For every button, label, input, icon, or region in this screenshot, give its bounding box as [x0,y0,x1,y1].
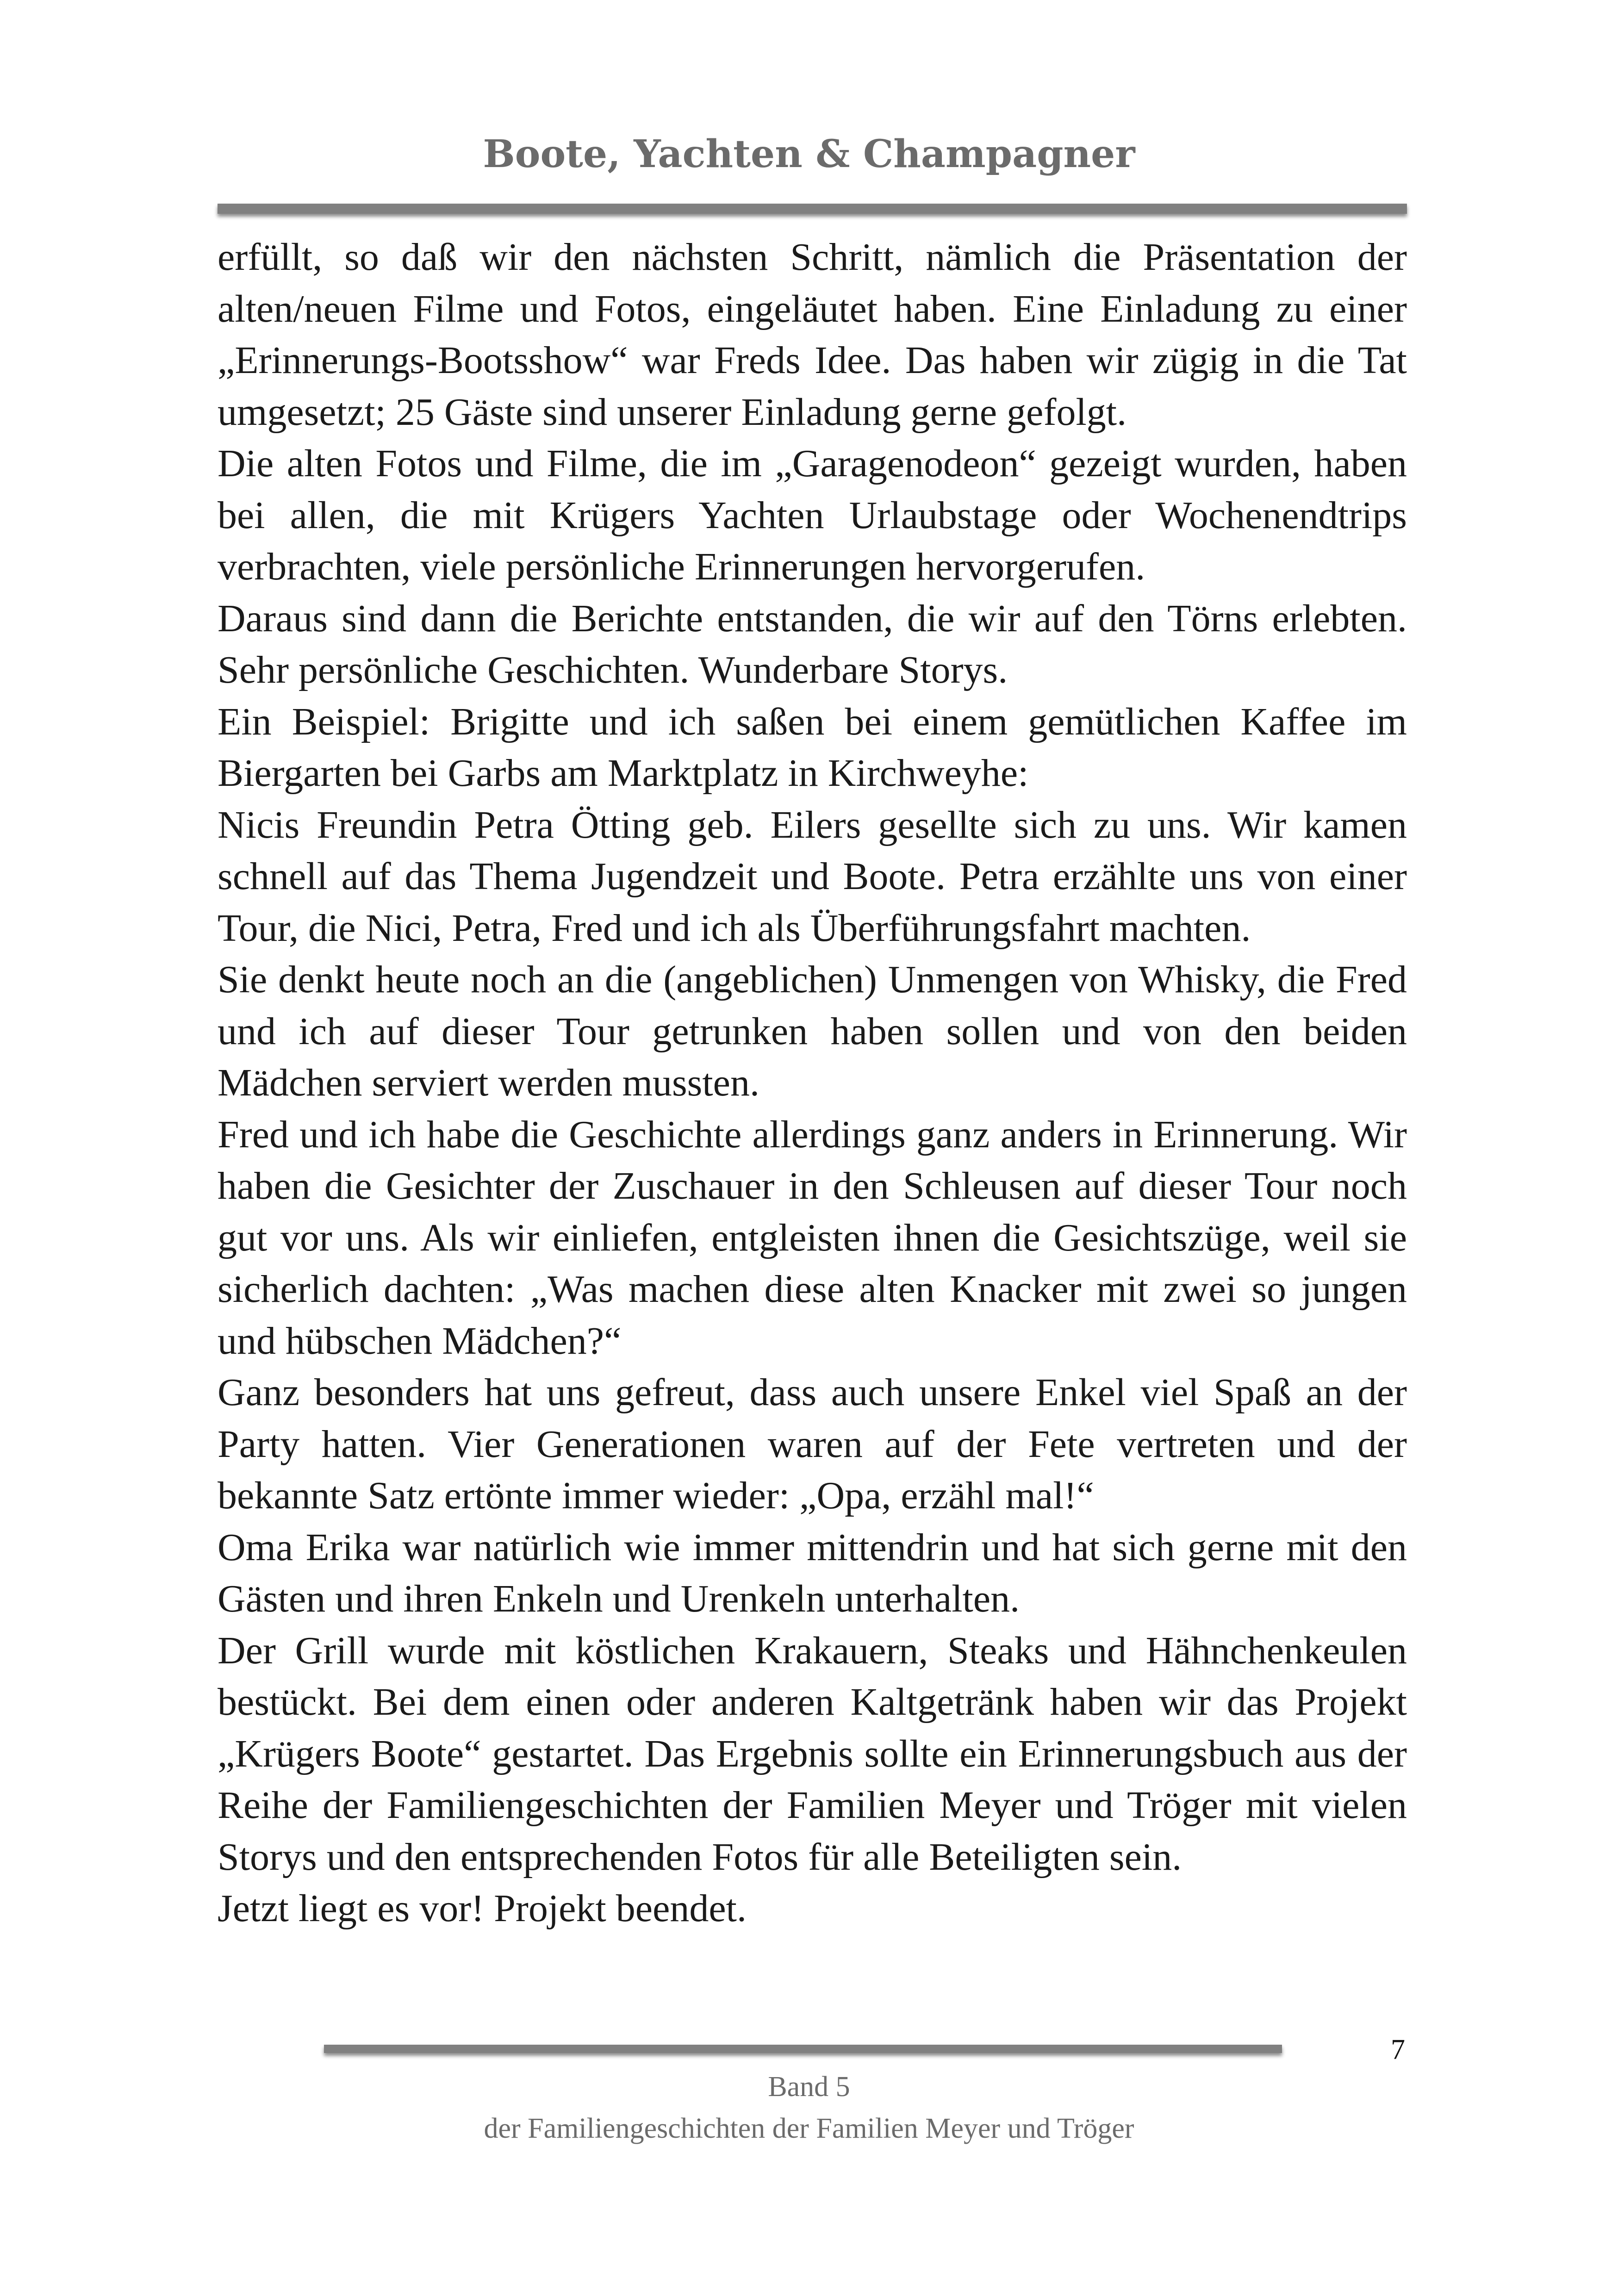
paragraph-6: Sie denkt heute noch an die (angeblichen) Unmengen von Whisky, die Fred und ich auf dieser Tour getrunken haben sollen und von den beiden Mädchen serviert werden mussten. [218,958,1407,1104]
paragraph-5: Nicis Freundin Petra Ötting geb. Eilers gesellte sich zu uns. Wir kamen schnell auf das Thema Jugendzeit und Boote. Petra erzählte uns von einer Tour, die Nici, Petra, Fred und ich als Überführungsfahrt machten. [218,803,1407,950]
paragraph-10: Der Grill wurde mit köstlichen Krakauern, Steaks und Hähnchenkeulen bestückt. Bei dem einen oder anderen Kaltgetränk haben wir das Projekt „Krügers Boote“ gestartet. Das Ergebnis sollte ein Erinnerungsbuch aus der Reihe der Familiengeschichten der Familien Meyer und Tröger mit vielen Storys und den entsprechenden Fotos für alle Beteiligten sein. [218,1629,1407,1879]
footer-volume: Band 5 [768,2071,850,2103]
paragraph-9: Oma Erika war natürlich wie immer mittendrin und hat sich gerne mit den Gästen und ihren Enkeln und Urenkeln unterhalten. [218,1525,1407,1620]
page-header-title: Boote, Yachten & Champagner [483,132,1135,176]
footer-divider [324,2045,1282,2053]
paragraph-8: Ganz besonders hat uns gefreut, dass auch unsere Enkel viel Spaß an der Party hatten. Vier Generationen waren auf der Fete vertreten und der bekannte Satz ertönte immer wieder: „Opa, erzähl mal!“ [218,1371,1407,1517]
body-text [218,231,1407,1935]
footer-series: der Familiengeschichten der Familien Meyer und Tröger [484,2113,1134,2144]
paragraph-7: Fred und ich habe die Geschichte allerdings ganz anders in Erinnerung. Wir haben die Gesichter der Zuschauer in den Schleusen auf dieser Tour noch gut vor uns. Als wir einliefen, entgleisten ihnen die Gesichtszüge, weil sie sicherlich dachten: „Was machen diese alten Knacker mit zwei so jungen und hübschen Mädchen?“ [218,1113,1407,1363]
paragraph-4: Ein Beispiel: Brigitte und ich saßen bei einem gemütlichen Kaffee im Biergarten bei Garbs am Marktplatz in Kirchweyhe: [218,700,1407,795]
paragraph-11: Jetzt liegt es vor! Projekt beendet. [218,1887,747,1930]
paragraph-2: Die alten Fotos und Filme, die im „Garagenodeon“ gezeigt wurden, haben bei allen, die mit Krügers Yachten Urlaubstage oder Wochenendtrips verbrachten, viele persönliche Erinnerungen hervorgerufen. [218,442,1407,588]
header-divider [218,204,1407,214]
paragraph-1: erfüllt, so daß wir den nächsten Schritt, nämlich die Präsentation der alten/neuen Filme und Fotos, eingeläutet haben. Eine Einladung zu einer „Erinnerungs-Bootsshow“ war Freds Idee. Das haben wir zügig in die Tat umgesetzt; 25 Gäste sind unserer Einladung gerne gefolgt. [218,236,1407,434]
paragraph-3: Daraus sind dann die Berichte entstanden, die wir auf den Törns erlebten. Sehr persönliche Geschichten. Wunderbare Storys. [218,597,1407,691]
page-number: 7 [1391,2034,1405,2066]
